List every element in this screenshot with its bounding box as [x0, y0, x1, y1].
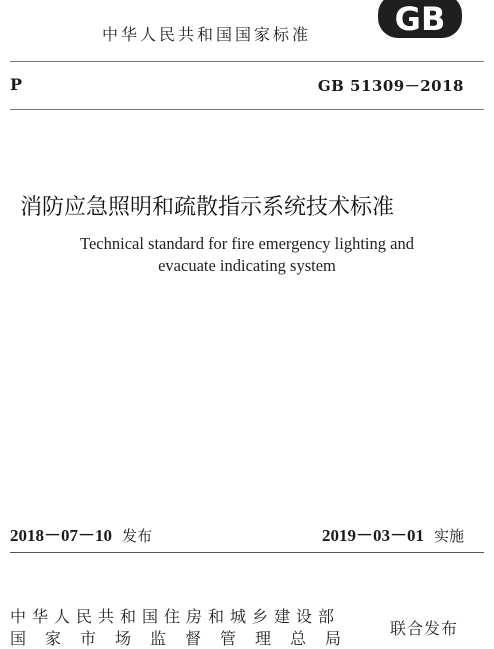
document-title-english	[0, 233, 494, 277]
top-divider	[10, 61, 484, 62]
english-title-line-2: evacuate indicating system	[158, 256, 336, 275]
english-title-line-1: Technical standard for fire emergency lighting and	[80, 234, 414, 253]
standard-number: GB 51309－2018	[317, 77, 464, 95]
footer-divider	[10, 552, 484, 553]
issuer-ministry: 中华人民共和国住房和城乡建设部	[10, 607, 341, 626]
effective-date-block	[322, 521, 464, 546]
issue-date: 2018－07－10	[10, 526, 112, 545]
issuing-country-standard-title: 中华人民共和国国家标准	[102, 25, 312, 44]
effective-date: 2019－03－01	[321, 526, 424, 545]
effective-label: 实施	[433, 527, 464, 545]
header-divider	[10, 109, 484, 110]
issuer-administration: 国家市场监督管理总局	[10, 629, 361, 648]
issue-date-block	[10, 521, 152, 546]
gb-logo-text: GB	[394, 0, 446, 38]
gb-logo	[372, 0, 468, 44]
joint-release-label: 联合发布	[390, 619, 459, 638]
document-title-chinese: 消防应急照明和疏散指示系统技术标准	[20, 195, 395, 220]
issue-label: 发布	[122, 527, 153, 545]
standard-category: P	[10, 75, 23, 94]
